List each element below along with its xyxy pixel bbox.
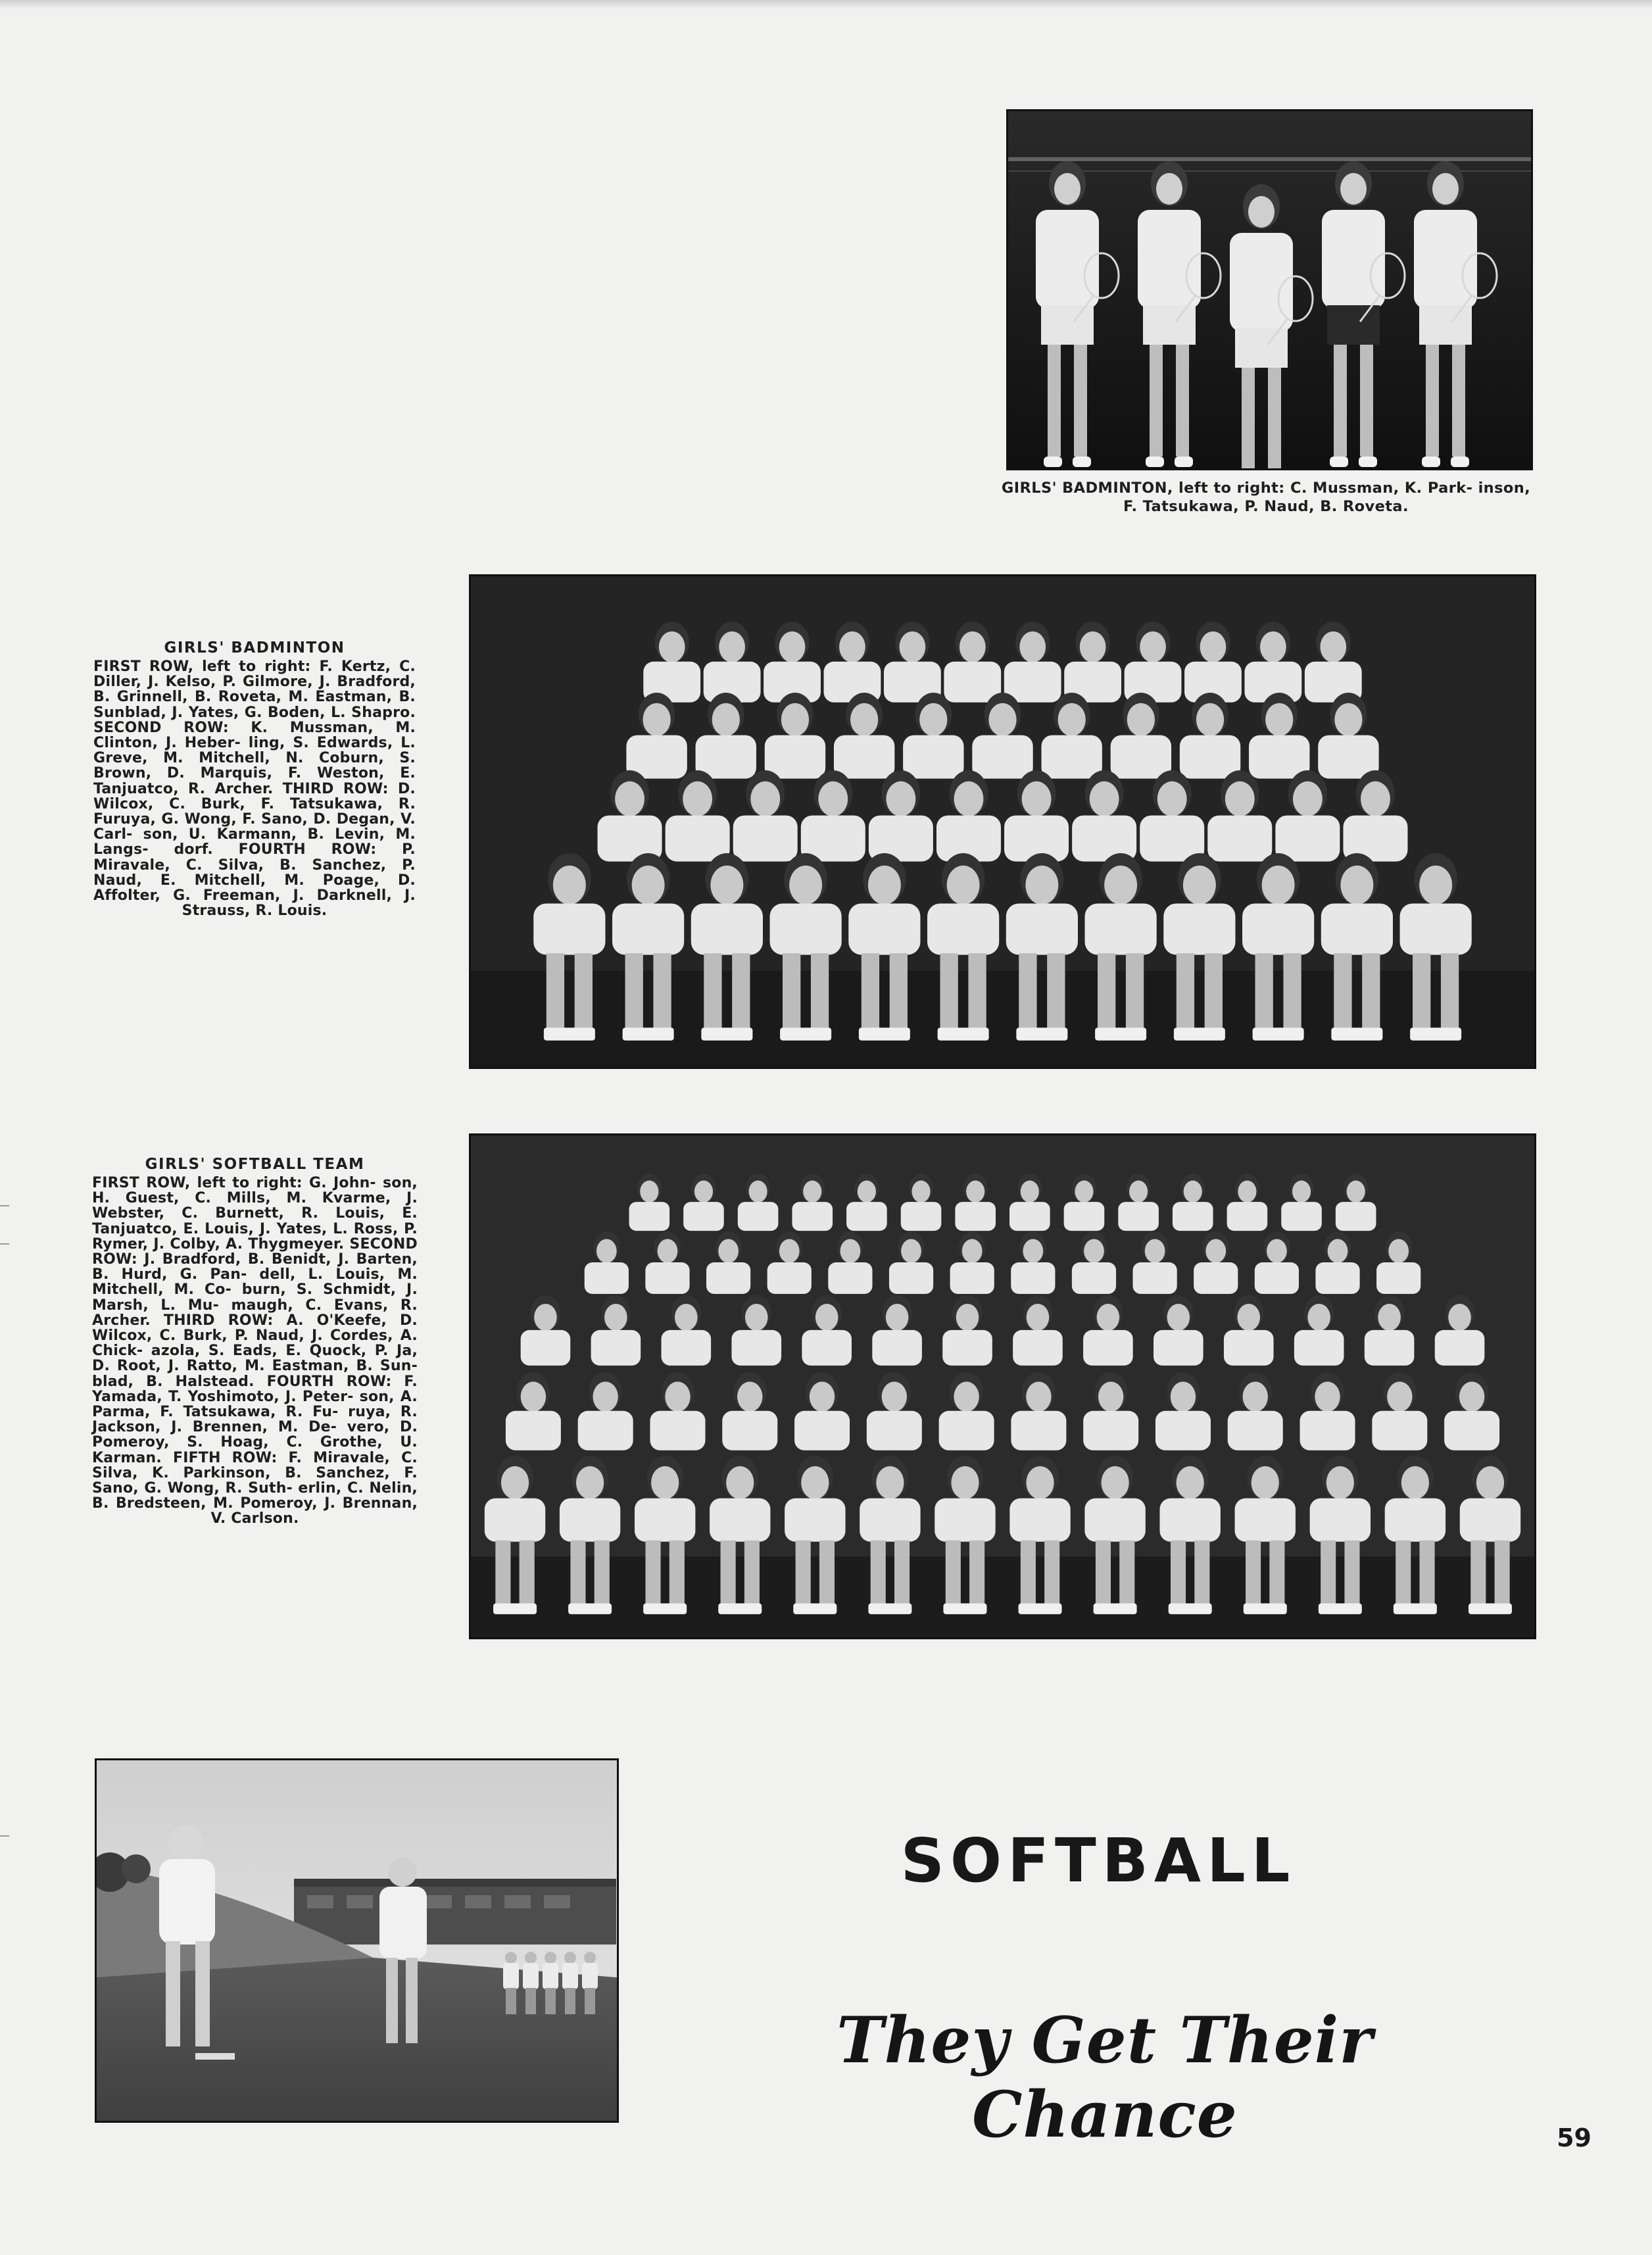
softball-heading: SOFTBALL — [900, 1825, 1296, 1896]
binding-mark — [0, 1205, 9, 1213]
binding-mark — [0, 1835, 9, 1843]
tagline: They Get Their Chance — [837, 2003, 1373, 2152]
badminton-roster-title: GIRLS' BADMINTON — [164, 639, 345, 657]
badminton-roster-text: FIRST ROW, left to right: F. Kertz, C. Diller, J. Kelso, P. Gilmore, J. Bradford, B. Grinnell, B. Roveta, M. Eastman, B. Sunblad, J. Yates, G. Boden, L. Shapro. SECOND ROW: K. Mussman, M. Clinton, J. Heber- ling, S. Edwards, L. Greve, M. Mitchell, N. Coburn, S. Brown, D. Marquis, F. Weston, E. Tanjuatco, R. Archer. THIRD ROW: D. Wilcox, C. Burk, F. Tatsukawa, R. Furuya, G. Wong, F. Sano, D. Degan, V. Carl- son, U. Karmann, B. Levin, M. Langs- dorf. FOURTH ROW: P. Miravale, C. Silva, B. Sanchez, P. Naud, E. Mitchell, M. Poage, D. Affolter, G. Freeman, J. Darknell, J. Strauss, R. Louis. — [93, 658, 416, 920]
badminton-five-players-photo — [1006, 109, 1533, 470]
softball-roster — [92, 1154, 418, 1527]
softball-field-photo — [95, 1758, 619, 2123]
softball-team-photo — [469, 1133, 1536, 1639]
softball-roster-text: FIRST ROW, left to right: G. John- son, H. Guest, C. Mills, M. Kvarme, J. Webster, C. Burnett, R. Louis, E. Tanjuatco, E. Louis, J. Yates, L. Ross, P. Rymer, J. Colby, A. Thygmeyer. SECOND ROW: J. Bradford, B. Benidt, J. Barten, B. Hurd, G. Pan- dell, L. Louis, M. Mitchell, M. Co- burn, S. Schmidt, J. Marsh, L. Mu- maugh, C. Evans, R. Archer. THIRD ROW: A. O'Keefe, D. Wilcox, C. Burk, P. Naud, J. Cordes, A. Chick- azola, S. Eads, E. Quock, P. Ja, D. Root, J. Ratto, M. Eastman, B. Sun- blad, B. Halstead. FOURTH ROW: F. Yamada, T. Yoshimoto, J. Peter- son, A. Parma, F. Tatsukawa, R. Fu- ruya, R. Jackson, J. Brennen, M. De- vero, D. Pomeroy, S. Hoag, C. Grothe, U. Karman. FIFTH ROW: F. Miravale, C. Silva, K. Parkinson, B. Sanchez, F. Sano, G. Wong, R. Suth- erlin, C. Nelin, B. Bredsteen, M. Pomeroy, J. Brennan, V. Carlson. — [92, 1175, 418, 1527]
page-number: 59 — [1557, 2123, 1591, 2152]
page-top-edge — [0, 0, 1652, 9]
badminton-group-photo — [469, 574, 1536, 1069]
softball-roster-title: GIRLS' SOFTBALL TEAM — [145, 1156, 365, 1173]
binding-mark — [0, 1243, 9, 1251]
badminton-roster — [93, 638, 416, 918]
badminton-five-caption: GIRLS' BADMINTON, left to right: C. Mussman, K. Park- inson, F. Tatsukawa, P. Naud, B. Roveta. — [1001, 480, 1531, 515]
